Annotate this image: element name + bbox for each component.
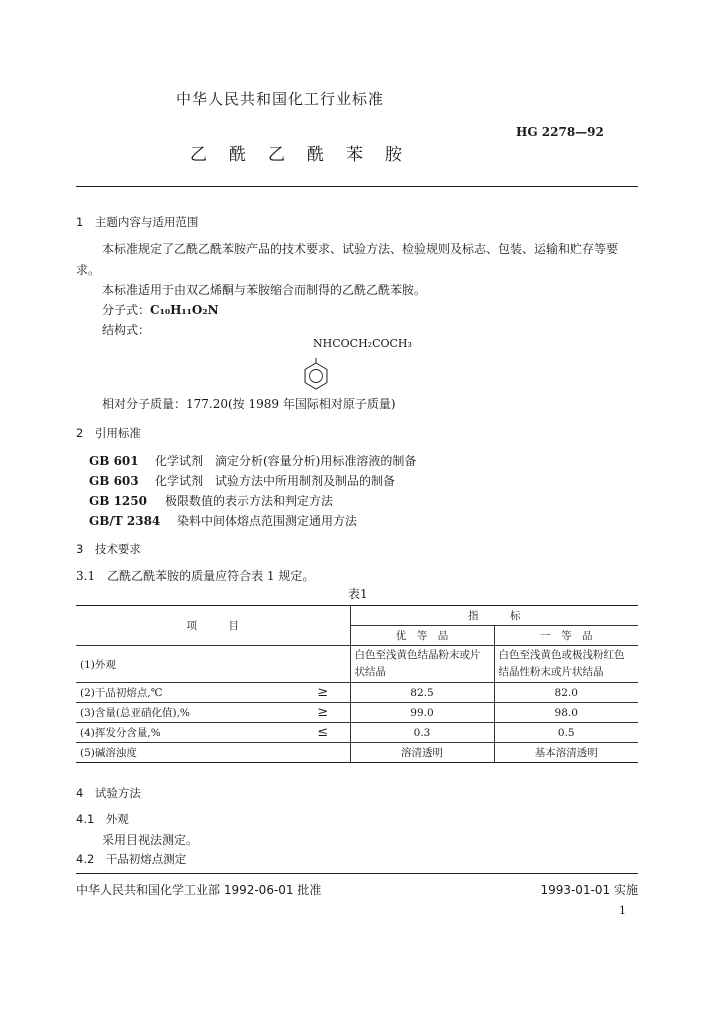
- reference-title: 化学试剂 滴定分析(容量分析)用标准溶液的制备: [155, 454, 417, 468]
- row-item: (2)干品初熔点,℃: [76, 683, 296, 703]
- row-value-premium: 溶清透明: [350, 743, 494, 763]
- section-1-title: 1 主题内容与适用范围: [76, 215, 199, 229]
- reference-code: GB 601: [89, 454, 139, 468]
- reference-code: GB/T 2384: [89, 514, 161, 528]
- reference-title: 极限数值的表示方法和判定方法: [165, 494, 334, 508]
- approval-line: 中华人民共和国化学工业部 1992-06-01 批准: [76, 883, 322, 897]
- reference-title: 化学试剂 试验方法中所用制剂及制品的制备: [155, 474, 396, 488]
- table-header-item: 项 目: [76, 606, 350, 646]
- table-row: [76, 683, 638, 703]
- row-value-premium: 99.0: [350, 703, 494, 723]
- reference-item: [89, 512, 357, 529]
- row-value-first: 0.5: [494, 723, 638, 743]
- row-value-premium: 82.5: [350, 683, 494, 703]
- benzene-ring-icon: [303, 358, 329, 392]
- standard-code: HG 2278—92: [516, 125, 604, 139]
- header-divider: [76, 186, 638, 187]
- reference-item: [89, 452, 416, 469]
- section-1-paragraph-1-cont: 求。: [76, 263, 101, 277]
- reference-title: 染料中间体熔点范围测定通用方法: [177, 514, 358, 528]
- row-value-first: 基本溶清透明: [494, 743, 638, 763]
- row-operator: [296, 646, 350, 683]
- table-row: [76, 743, 638, 763]
- table-header-index: 指 标: [350, 606, 638, 626]
- row-operator: ≤: [296, 723, 350, 743]
- section-1-paragraph-2: 本标准适用于由双乙烯酮与苯胺缩合而制得的乙酰乙酰苯胺。: [102, 283, 427, 297]
- clause-4-2-title: 4.2 干品初熔点测定: [76, 852, 187, 866]
- row-operator: [296, 743, 350, 763]
- section-4-title: 4 试验方法: [76, 786, 141, 800]
- document-title: 乙酰乙酰苯胺: [190, 145, 424, 165]
- reference-item: [89, 492, 333, 509]
- molecular-formula-line: [102, 301, 219, 318]
- formula-label: 分子式：: [102, 303, 151, 317]
- row-item: (3)含量(总亚硝化值),%: [76, 703, 296, 723]
- row-item: (1)外观: [76, 646, 296, 683]
- table-row: [76, 646, 638, 683]
- effective-date: 1993-01-01 实施: [540, 883, 638, 897]
- table-caption: 表1: [348, 587, 368, 601]
- row-operator: ≥: [296, 703, 350, 723]
- page-number: 1: [619, 904, 626, 917]
- clause-4-1-text: 采用目视法测定。: [102, 833, 199, 847]
- section-3-title: 3 技术要求: [76, 542, 141, 556]
- row-operator: ≥: [296, 683, 350, 703]
- table-header-grade-premium: 优 等 品: [350, 626, 494, 646]
- table-row: [76, 723, 638, 743]
- row-item: (4)挥发分含量,%: [76, 723, 296, 743]
- row-value-first: 98.0: [494, 703, 638, 723]
- row-value-first: 白色至浅黄色或极浅粉红色结晶性粉末或片状结晶: [494, 646, 638, 683]
- table-header-grade-first: 一 等 品: [494, 626, 638, 646]
- molecular-mass: 相对分子质量：177.20(按 1989 年国际相对原子质量): [102, 397, 396, 411]
- reference-code: GB 603: [89, 474, 139, 488]
- section-1-paragraph-1: 本标准规定了乙酰乙酰苯胺产品的技术要求、试验方法、检验规则及标志、包装、运输和贮存等要: [102, 242, 619, 256]
- row-value-premium: 白色至浅黄色结晶粉末或片状结晶: [350, 646, 494, 683]
- clause-4-1-title: 4.1 外观: [76, 812, 129, 826]
- footer-divider: [76, 873, 638, 874]
- table-row: [76, 703, 638, 723]
- molecular-formula: C₁₀H₁₁O₂N: [150, 303, 219, 317]
- section-2-title: 2 引用标准: [76, 426, 141, 440]
- reference-code: GB 1250: [89, 494, 147, 508]
- standard-org-title: 中华人民共和国化工行业标准: [176, 90, 385, 108]
- quality-spec-table: [76, 605, 638, 763]
- structure-label: 结构式：: [102, 323, 151, 337]
- clause-3-1: 3.1 乙酰乙酰苯胺的质量应符合表 1 规定。: [76, 569, 315, 583]
- row-value-premium: 0.3: [350, 723, 494, 743]
- reference-item: [89, 472, 395, 489]
- row-item: (5)碱溶浊度: [76, 743, 296, 763]
- structure-substituent: NHCOCH₂COCH₃: [313, 337, 412, 350]
- row-value-first: 82.0: [494, 683, 638, 703]
